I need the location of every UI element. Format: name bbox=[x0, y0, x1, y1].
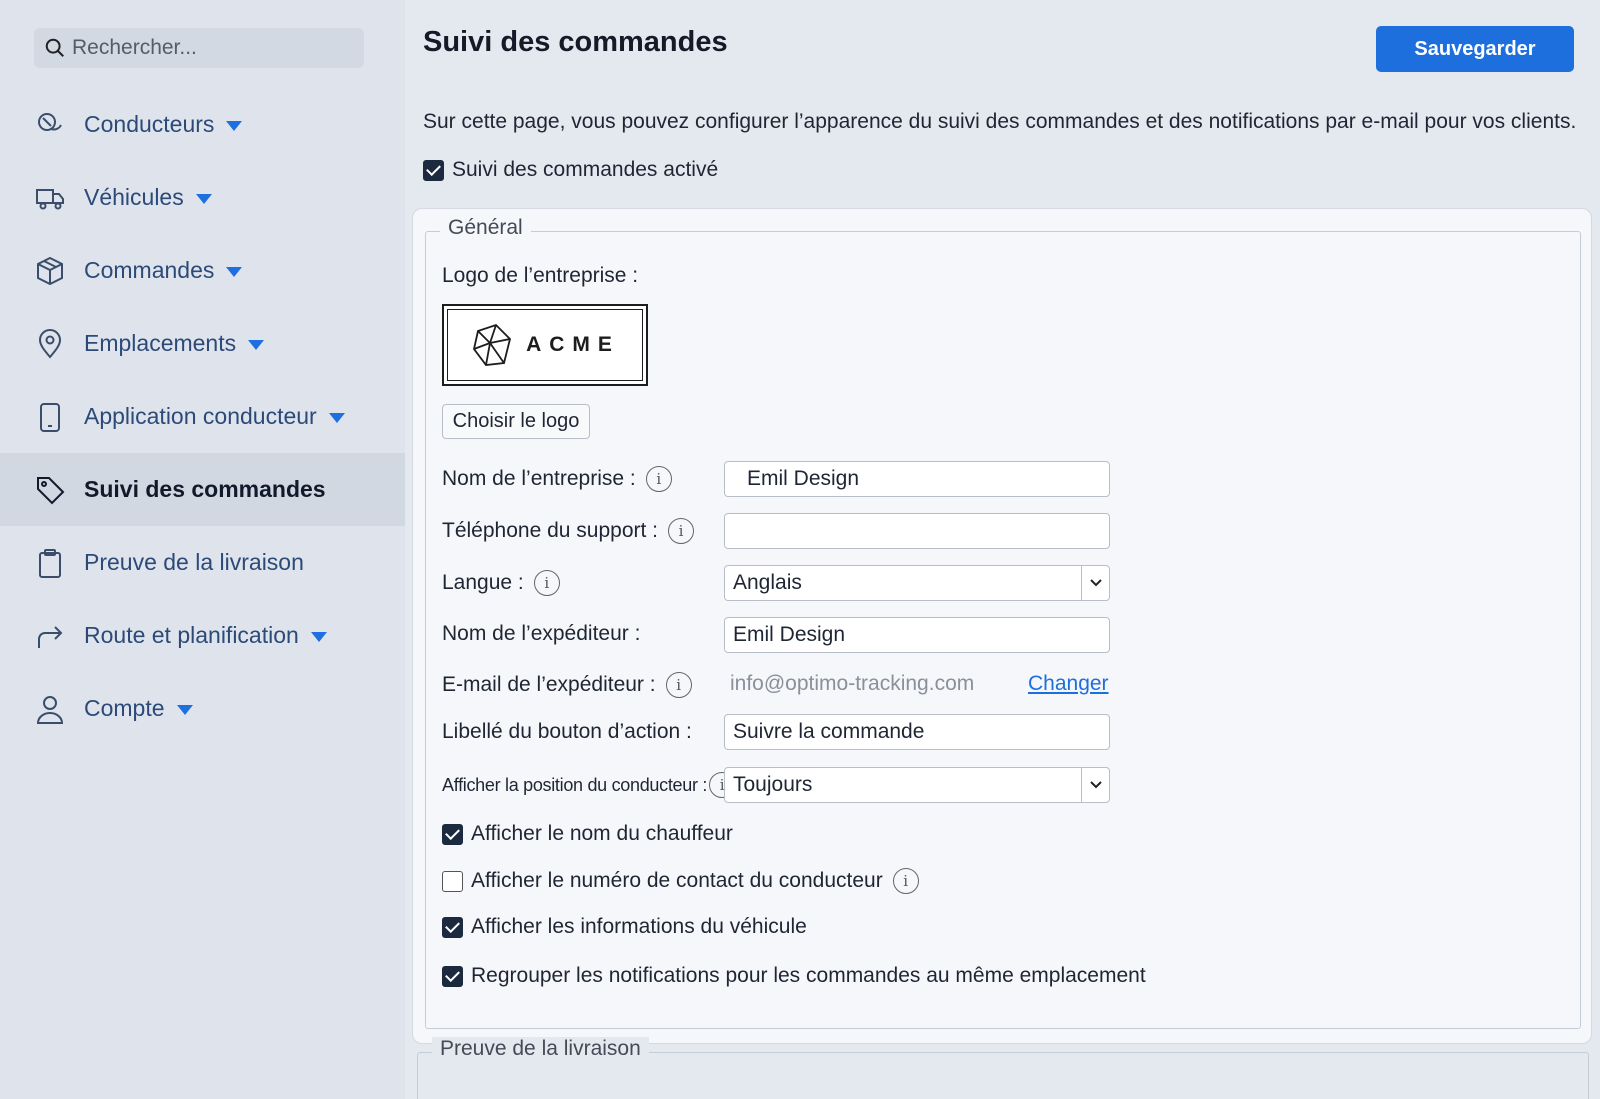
caret-down-icon bbox=[311, 632, 327, 642]
tag-icon bbox=[34, 474, 66, 506]
caret-down-icon bbox=[196, 194, 212, 204]
sidebar-item-label: Route et planification bbox=[84, 622, 299, 648]
sidebar-item-vehicules[interactable] bbox=[0, 161, 405, 234]
page-description: Sur cette page, vous pouvez configurer l’apparence du suivi des commandes et des notifications par e-mail pour vos clients. bbox=[423, 110, 1577, 133]
show-driver-name-row[interactable] bbox=[442, 822, 733, 846]
show-driver-contact-label: Afficher le numéro de contact du conducteur bbox=[471, 869, 883, 892]
language-select[interactable] bbox=[724, 565, 1110, 601]
sidebar-item-commandes[interactable] bbox=[0, 234, 405, 307]
sidebar-item-label: Commandes bbox=[84, 257, 215, 283]
sender-email-label-row bbox=[442, 672, 692, 698]
sidebar-item-compte[interactable] bbox=[0, 672, 405, 745]
sidebar-item-label: Preuve de la livraison bbox=[84, 549, 304, 575]
group-notifications-checkbox[interactable] bbox=[442, 966, 463, 987]
sidebar-nav bbox=[0, 88, 405, 745]
sidebar-item-conducteurs[interactable] bbox=[0, 88, 405, 161]
chevron-down-icon[interactable] bbox=[1081, 768, 1109, 802]
company-name-input[interactable] bbox=[724, 461, 1110, 497]
truck-icon bbox=[34, 182, 66, 214]
settings-card bbox=[412, 208, 1592, 1044]
search-box[interactable] bbox=[34, 28, 364, 68]
driver-position-label: Afficher la position du conducteur : bbox=[442, 774, 708, 795]
driver-position-value: Toujours bbox=[733, 773, 813, 796]
action-button-input[interactable] bbox=[724, 714, 1110, 750]
sidebar-item-label: Application conducteur bbox=[84, 403, 317, 429]
support-phone-label: Téléphone du support : bbox=[442, 519, 658, 542]
show-driver-name-label: Afficher le nom du chauffeur bbox=[471, 822, 733, 845]
proof-legend: Preuve de la livraison bbox=[432, 1037, 649, 1061]
user-icon bbox=[34, 693, 66, 725]
group-notifications-row[interactable] bbox=[442, 964, 1146, 988]
sidebar-item-label: Conducteurs bbox=[84, 111, 215, 137]
language-label: Langue : bbox=[442, 571, 524, 594]
language-value: Anglais bbox=[733, 571, 802, 594]
support-phone-input[interactable] bbox=[724, 513, 1110, 549]
tracking-enabled-row[interactable] bbox=[423, 158, 718, 182]
chevron-down-icon[interactable] bbox=[1081, 566, 1109, 600]
info-icon[interactable]: i bbox=[668, 518, 694, 544]
show-vehicle-info-label: Afficher les informations du véhicule bbox=[471, 915, 807, 938]
sidebar-item-emplacements[interactable] bbox=[0, 307, 405, 380]
sender-name-label: Nom de l’expéditeur : bbox=[442, 622, 641, 645]
save-button[interactable]: Sauvegarder bbox=[1376, 26, 1574, 72]
sidebar-item-route-et-planification[interactable] bbox=[0, 599, 405, 672]
acme-logo-icon bbox=[470, 321, 514, 369]
choose-logo-button[interactable]: Choisir le logo bbox=[442, 404, 590, 439]
drivers-icon bbox=[34, 109, 66, 141]
search-icon bbox=[44, 37, 66, 59]
caret-down-icon bbox=[226, 121, 242, 131]
sidebar bbox=[0, 0, 405, 1099]
sidebar-item-preuve-de-la-livraison[interactable] bbox=[0, 526, 405, 599]
caret-down-icon bbox=[177, 705, 193, 715]
sidebar-item-label: Compte bbox=[84, 695, 165, 721]
logo-label: Logo de l’entreprise : bbox=[442, 264, 639, 287]
page-title: Suivi des commandes bbox=[423, 26, 728, 58]
sidebar-item-label: Véhicules bbox=[84, 184, 184, 210]
action-button-label: Libellé du bouton d’action : bbox=[442, 720, 692, 743]
caret-down-icon bbox=[226, 267, 242, 277]
proof-fieldset bbox=[417, 1037, 1589, 1099]
caret-down-icon bbox=[329, 413, 345, 423]
search-input[interactable] bbox=[72, 36, 352, 60]
driver-position-label-row bbox=[442, 772, 735, 798]
show-vehicle-info-row[interactable] bbox=[442, 915, 807, 939]
show-vehicle-info-checkbox[interactable] bbox=[442, 917, 463, 938]
sidebar-item-application-conducteur[interactable] bbox=[0, 380, 405, 453]
route-arrow-icon bbox=[34, 620, 66, 652]
general-fieldset bbox=[425, 216, 1581, 1029]
tracking-enabled-checkbox[interactable] bbox=[423, 160, 444, 181]
support-phone-label-row bbox=[442, 518, 694, 544]
company-name-label: Nom de l’entreprise : bbox=[442, 467, 636, 490]
phone-icon bbox=[34, 401, 66, 433]
box-icon bbox=[34, 255, 66, 287]
group-notifications-label: Regrouper les notifications pour les commandes au même emplacement bbox=[471, 964, 1146, 987]
sidebar-item-label: Emplacements bbox=[84, 330, 237, 356]
change-email-link[interactable]: Changer bbox=[1028, 672, 1109, 695]
main-content bbox=[405, 0, 1600, 1099]
info-icon[interactable]: i bbox=[534, 570, 560, 596]
language-label-row bbox=[442, 570, 560, 596]
sidebar-item-suivi-des-commandes[interactable] bbox=[0, 453, 405, 526]
info-icon[interactable]: i bbox=[709, 772, 735, 798]
sidebar-item-label: Suivi des commandes bbox=[84, 476, 326, 502]
show-driver-contact-row[interactable] bbox=[442, 868, 919, 894]
caret-down-icon bbox=[248, 340, 264, 350]
company-logo bbox=[442, 304, 648, 386]
sender-email-value: info@optimo-tracking.com bbox=[730, 672, 975, 695]
driver-position-select[interactable] bbox=[724, 767, 1110, 803]
company-name-label-row bbox=[442, 466, 672, 492]
sender-email-label: E-mail de l’expéditeur : bbox=[442, 673, 656, 696]
show-driver-name-checkbox[interactable] bbox=[442, 824, 463, 845]
info-icon[interactable]: i bbox=[666, 672, 692, 698]
info-icon[interactable]: i bbox=[893, 868, 919, 894]
logo-text: ACME bbox=[526, 333, 620, 356]
clipboard-icon bbox=[34, 547, 66, 579]
general-legend: Général bbox=[440, 216, 531, 240]
location-pin-icon bbox=[34, 328, 66, 360]
sender-name-input[interactable] bbox=[724, 617, 1110, 653]
show-driver-contact-checkbox[interactable] bbox=[442, 871, 463, 892]
info-icon[interactable]: i bbox=[646, 466, 672, 492]
tracking-enabled-label: Suivi des commandes activé bbox=[452, 158, 719, 181]
